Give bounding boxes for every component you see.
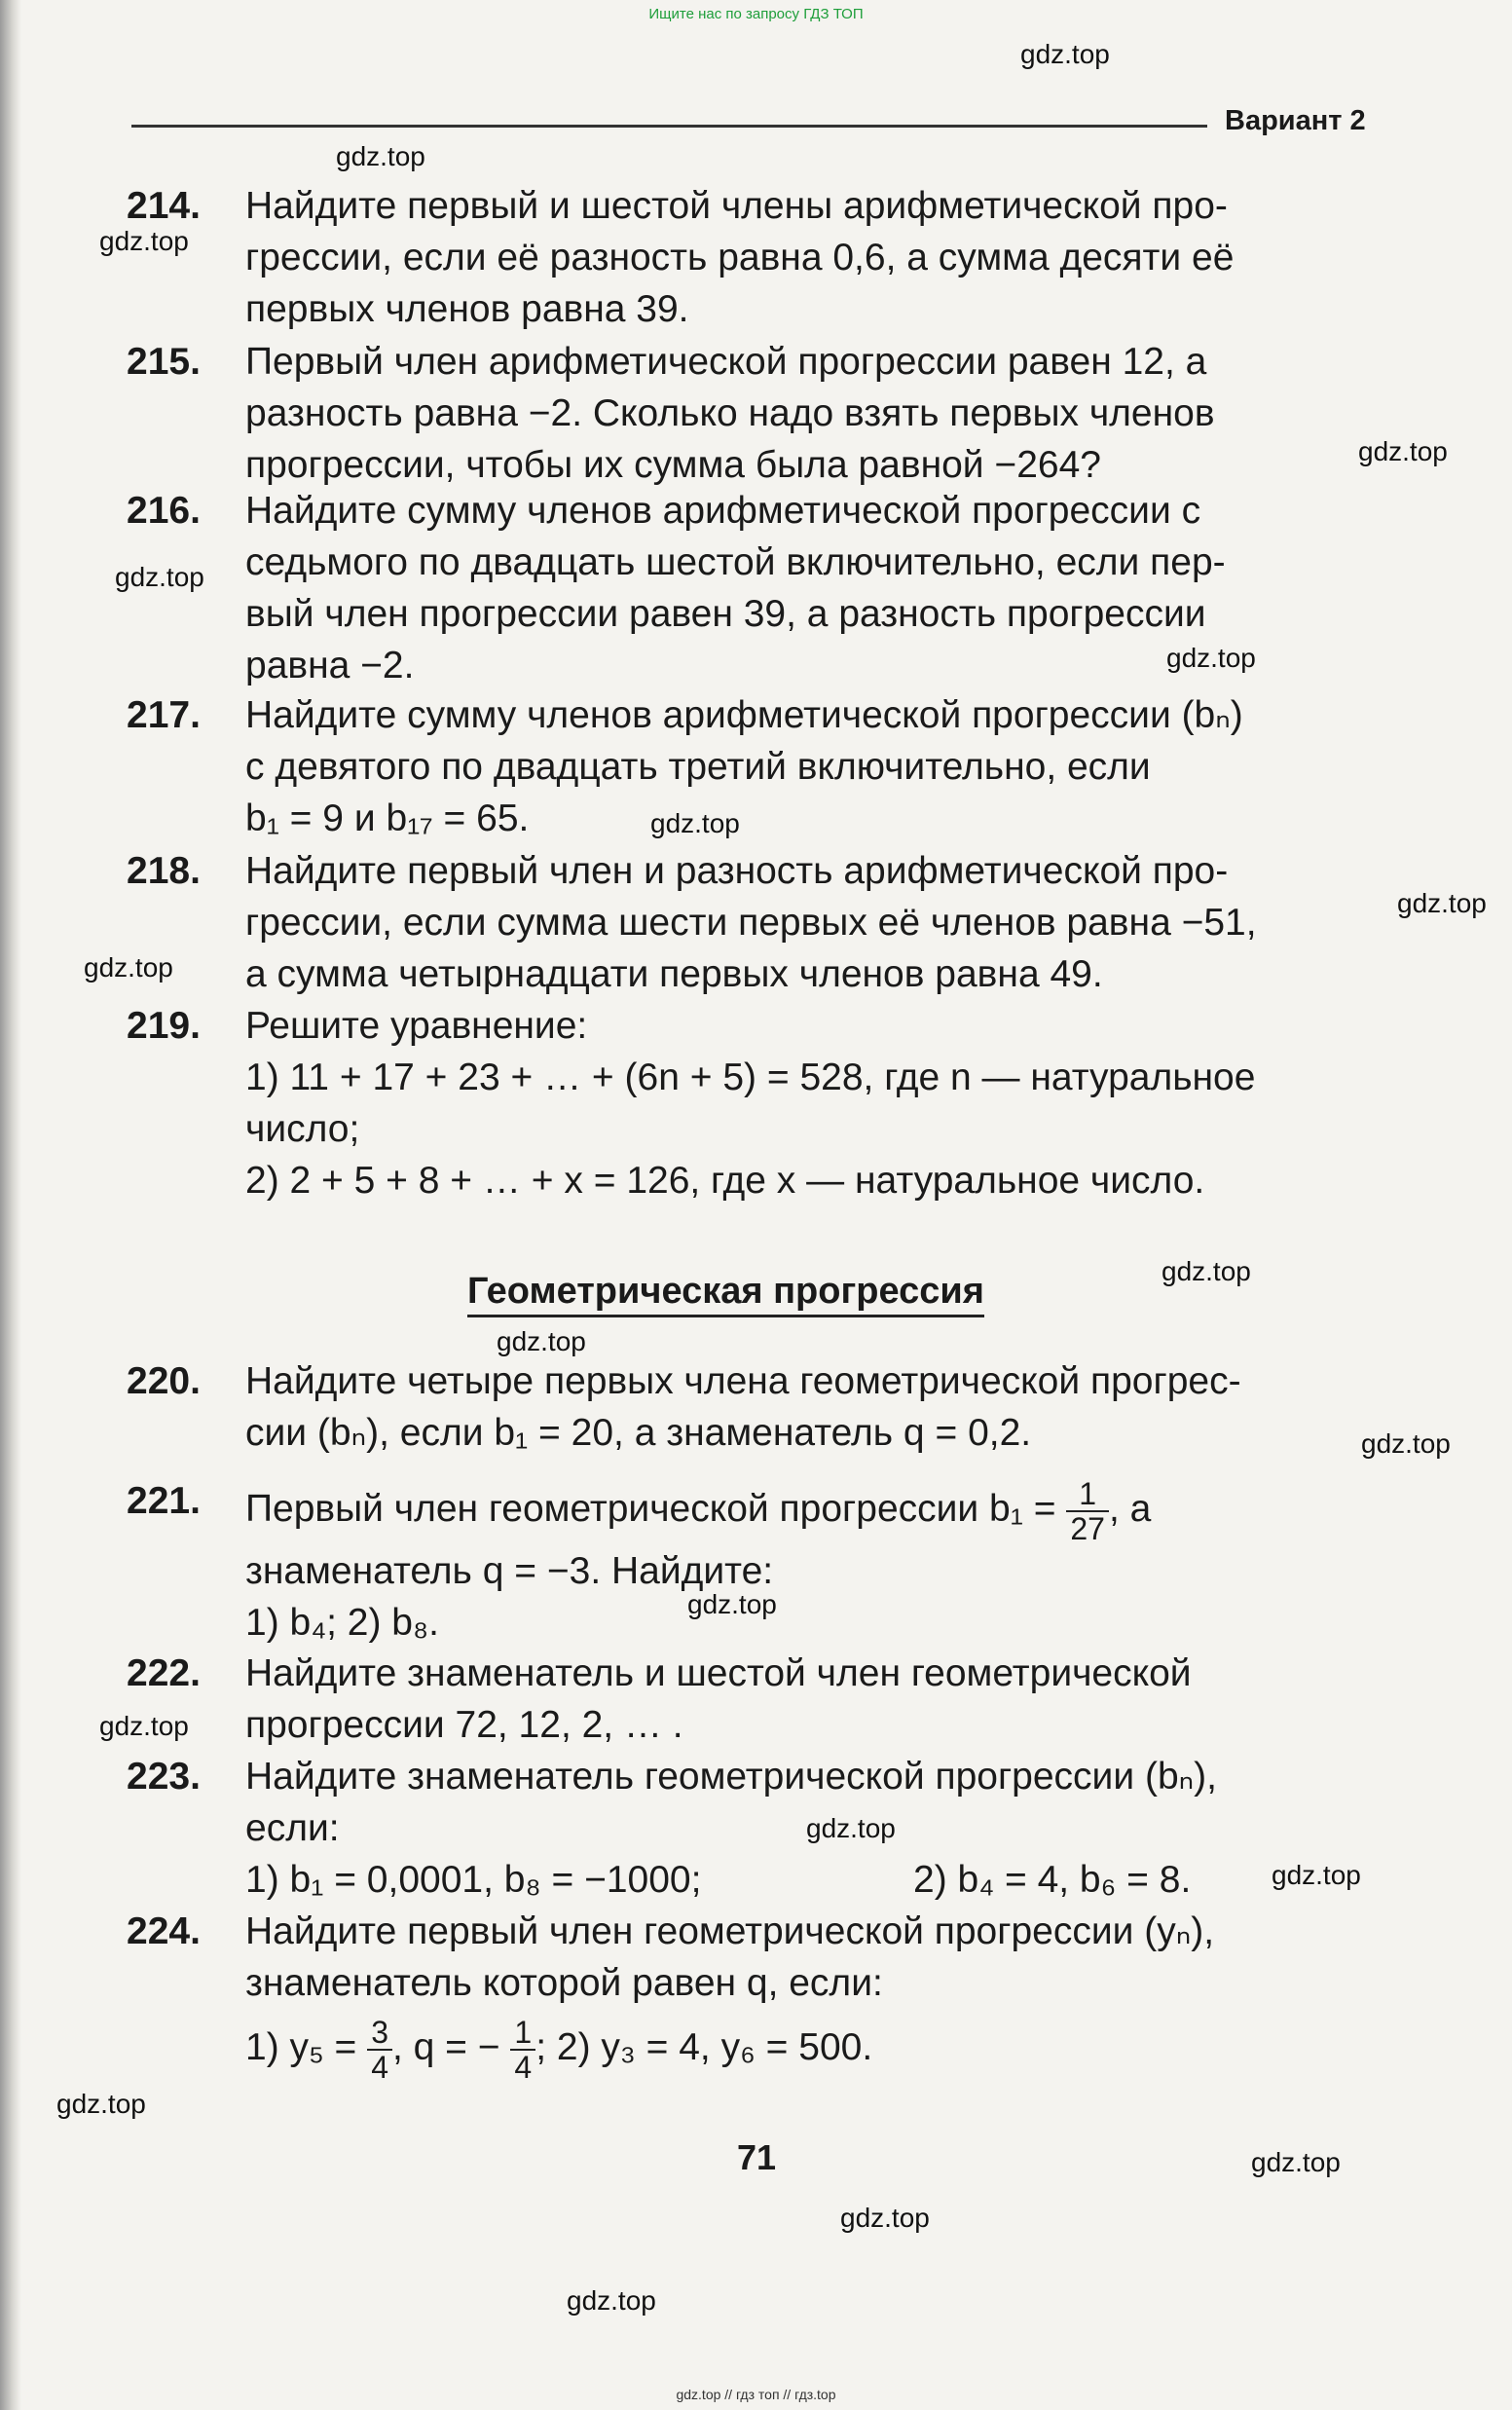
problem-line: Найдите четыре первых члена геометрической прогрес- [245, 1360, 1241, 1402]
problem-line [245, 1475, 1392, 1545]
problem-line: знаменатель q = −3. Найдите: [245, 1549, 774, 1592]
fraction [510, 2016, 535, 2084]
problem-line: Найдите знаменатель геометрической прогрессии (bₙ), [245, 1756, 1218, 1798]
watermark: gdz.top [1272, 1860, 1361, 1890]
problem-line: грессии, если её разность равна 0,6, а сумма десяти её [245, 237, 1235, 278]
problem-line: Найдите первый член и разность арифметической про- [245, 850, 1229, 892]
variant-label: Вариант 2 [1225, 105, 1366, 136]
problem-line: разность равна −2. Сколько надо взять первых членов [245, 392, 1215, 434]
watermark: gdz.top [56, 2089, 146, 2119]
watermark: gdz.top [99, 226, 189, 256]
watermark: gdz.top [687, 1589, 777, 1619]
watermark: gdz.top [1358, 436, 1448, 466]
fraction-numerator: 1 [510, 2016, 535, 2051]
top-note: Ищите нас по запросу ГДЗ ТОП [648, 6, 864, 22]
problem-line: прогрессии 72, 12, 2, … . [245, 1704, 683, 1746]
watermark: gdz.top [84, 952, 173, 983]
problem-line: Решите уравнение: [245, 1005, 588, 1047]
problem-number: 218. [127, 850, 201, 892]
problem-214 [127, 180, 1392, 335]
problem-line: если: [245, 1807, 340, 1849]
bottom-note: gdz.top // гдз топ // гдз.top [676, 2387, 836, 2402]
watermark: gdz.top [1361, 1428, 1451, 1459]
problem-number: 223. [127, 1756, 201, 1798]
problem-number: 214. [127, 185, 201, 227]
problem-number: 224. [127, 1910, 201, 1952]
problem-line: с девятого по двадцать третий включительно, если [245, 746, 1151, 788]
watermark: gdz.top [1020, 39, 1110, 69]
problem-line: число; [245, 1108, 360, 1150]
problem-line: знаменатель которой равен q, если: [245, 1962, 883, 2004]
watermark: gdz.top [840, 2203, 930, 2233]
problem-216 [127, 485, 1392, 691]
problem-223 [127, 1751, 1392, 1906]
book-spine-shadow [0, 0, 21, 2410]
problem-line: 2) 2 + 5 + 8 + … + x = 126, где x — натуральное число. [245, 1160, 1205, 1202]
problem-line: сии (bₙ), если b₁ = 20, а знаменатель q = 0,2. [245, 1412, 1032, 1454]
problem-215 [127, 336, 1392, 491]
problem-line: b₁ = 9 и b₁₇ = 65. [245, 797, 530, 839]
problem-number: 219. [127, 1005, 201, 1047]
problem-line: Найдите знаменатель и шестой член геометрической [245, 1652, 1192, 1694]
sub-item-1: 1) b₁ = 0,0001, b₈ = −1000; [245, 1859, 702, 1901]
page-number: 71 [737, 2137, 777, 2177]
problem-220 [127, 1355, 1392, 1459]
problem-221 [127, 1475, 1392, 1649]
watermark: gdz.top [1166, 643, 1256, 673]
watermark: gdz.top [336, 141, 425, 171]
problem-line [245, 1854, 1392, 1906]
watermark: gdz.top [497, 1326, 586, 1356]
fraction-denominator: 4 [514, 2049, 533, 2085]
watermark: gdz.top [1397, 888, 1487, 918]
problem-line: 1) b₄; 2) b₈. [245, 1601, 439, 1644]
problem-number: 220. [127, 1360, 201, 1402]
fraction [1066, 1477, 1109, 1545]
problem-line [245, 2009, 1392, 2087]
problem-219 [127, 1000, 1392, 1206]
problem-number: 217. [127, 694, 201, 736]
problem-text: Первый член геометрической прогрессии b₁ = [245, 1488, 1056, 1530]
watermark: gdz.top [650, 808, 740, 838]
problem-217 [127, 689, 1392, 844]
fraction-numerator: 1 [1066, 1477, 1109, 1512]
problem-text: , а [1108, 1488, 1152, 1530]
watermark: gdz.top [115, 562, 204, 592]
fraction [367, 2016, 392, 2084]
problem-text: ; 2) y₃ = 4, y₆ = 500. [535, 2026, 873, 2068]
watermark: gdz.top [1251, 2147, 1341, 2177]
header-rule [131, 125, 1207, 128]
watermark: gdz.top [806, 1813, 896, 1843]
problem-number: 215. [127, 341, 201, 383]
problem-224 [127, 1906, 1392, 2087]
problem-line: Найдите первый и шестой члены арифметической про- [245, 185, 1228, 227]
watermark: gdz.top [1162, 1256, 1251, 1286]
watermark: gdz.top [567, 2285, 656, 2316]
problem-222 [127, 1648, 1392, 1751]
problem-line: Найдите сумму членов арифметической прогрессии с [245, 490, 1201, 532]
fraction-denominator: 27 [1070, 1510, 1105, 1546]
problem-line: Первый член арифметической прогрессии равен 12, а [245, 341, 1207, 383]
section-title: Геометрическая прогрессия [467, 1271, 984, 1317]
problem-text: 1) y₅ = [245, 2026, 357, 2068]
problem-line: Найдите сумму членов арифметической прогрессии (bₙ) [245, 694, 1243, 736]
problem-line: седьмого по двадцать шестой включительно, если пер- [245, 541, 1226, 583]
problem-line: грессии, если сумма шести первых её членов равна −51, [245, 902, 1257, 944]
watermark: gdz.top [99, 1711, 189, 1741]
problem-line: а сумма четырнадцати первых членов равна 49. [245, 953, 1103, 995]
problem-text: , q = − [391, 2026, 500, 2068]
problem-number: 221. [127, 1480, 201, 1522]
fraction-denominator: 4 [371, 2049, 388, 2085]
problem-line: равна −2. [245, 645, 415, 686]
problem-line: прогрессии, чтобы их сумма была равной −264? [245, 444, 1101, 486]
problem-number: 216. [127, 490, 201, 532]
fraction-numerator: 3 [367, 2016, 392, 2051]
problem-line: Найдите первый член геометрической прогрессии (yₙ), [245, 1910, 1215, 1952]
sub-item-2: 2) b₄ = 4, b₆ = 8. [913, 1859, 1192, 1901]
problem-line: первых членов равна 39. [245, 288, 689, 330]
problem-218 [127, 845, 1392, 1000]
problem-number: 222. [127, 1652, 201, 1694]
problem-line: вый член прогрессии равен 39, а разность прогрессии [245, 593, 1206, 635]
problem-line: 1) 11 + 17 + 23 + … + (6n + 5) = 528, где n — натуральное [245, 1057, 1256, 1098]
